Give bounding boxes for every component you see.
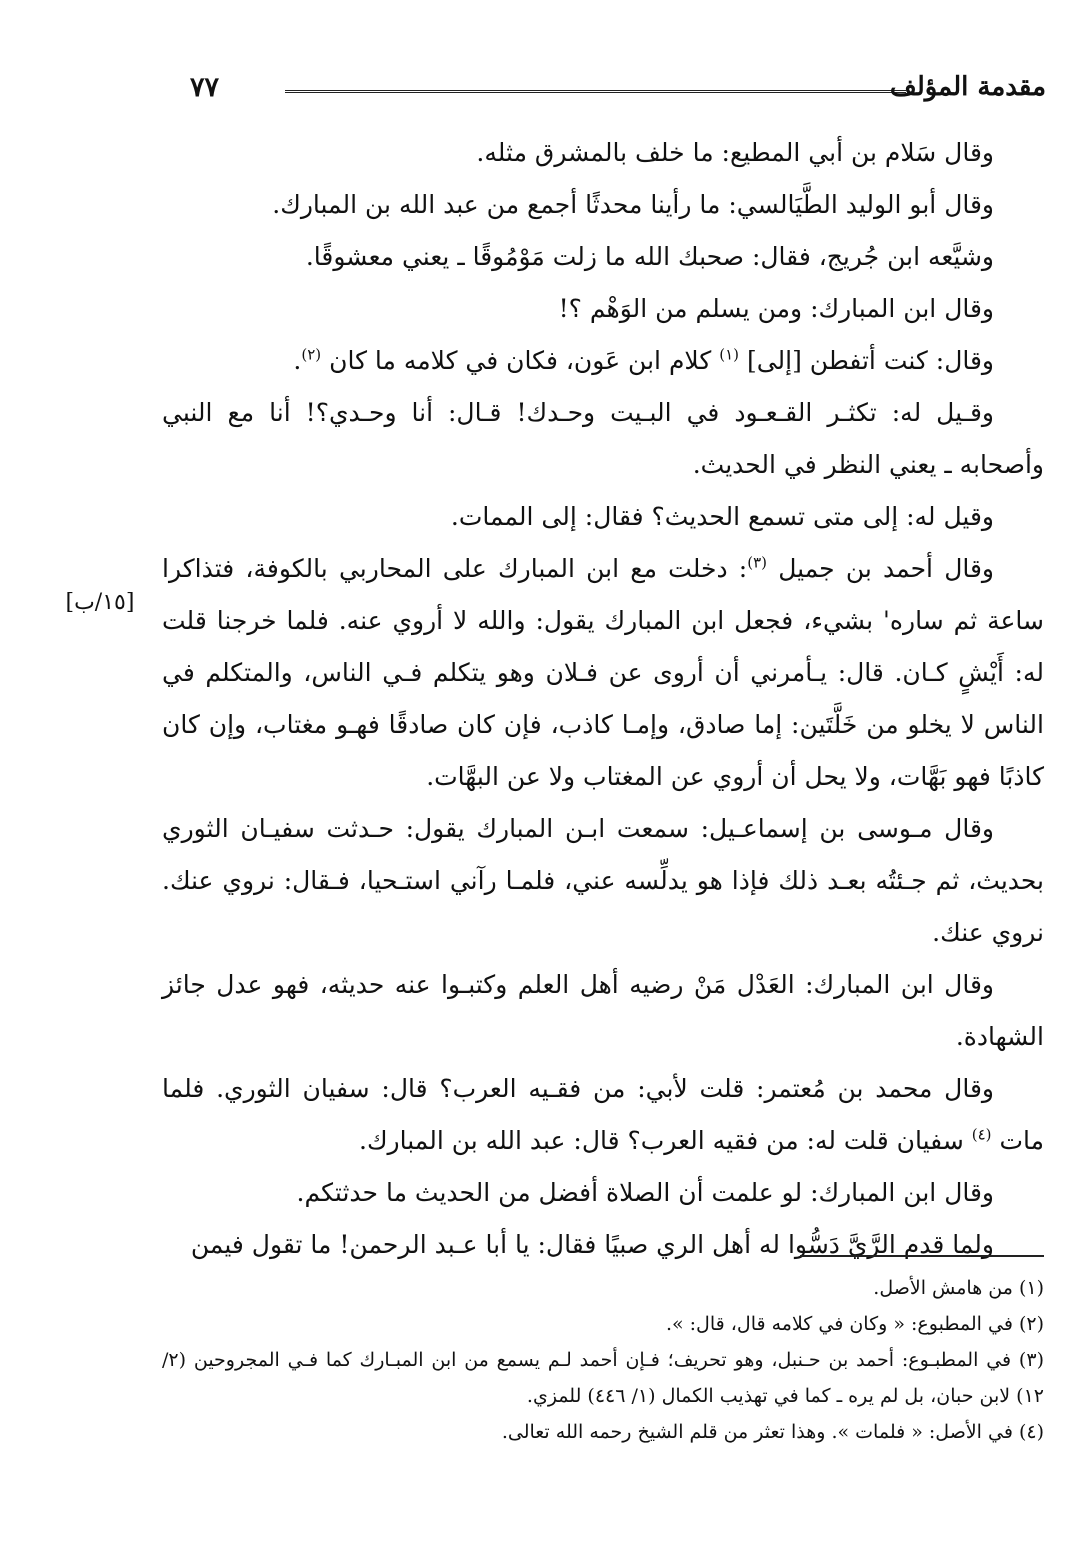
paragraph xyxy=(162,543,1044,803)
paragraph: وقال مـوسى بن إسماعـيل: سمعت ابـن المبارك يقول: حـدثت سفيـان الثوري بحديث، ثم جـئتُه بعـد ذلك فإذا هو يدلِّسه عني، فلمـا رآني استـحيا، فـقال: نروي عنك. نروي عنك. xyxy=(162,814,1044,947)
paragraph: ولما قدم الرَّيَّ دَسُّوا له أهل الري صبيًا فقال: يا أبا عـبد الرحمن! ما تقول فيمن xyxy=(190,1230,994,1259)
paragraph: وقـيل له: تكثـر القـعـود في البـيت وحـدك! قـال: أنا وحـدي؟! أنا مع النبي وأصحابه ـ يعني النظر في الحديث. xyxy=(162,398,1044,479)
page-header xyxy=(190,72,1046,112)
paragraph: وقال ابن المبارك: لو علمت أن الصلاة أفضل من الحديث ما حدثتكم. xyxy=(296,1178,994,1207)
paragraph: وقال أبو الوليد الطَّيَالسي: ما رأينا محدثًا أجمع من عبد الله بن المبارك. xyxy=(272,190,994,219)
paragraph: وقال ابن المبارك: العَدْل مَنْ رضيه أهل العلم وكتبـوا عنه حديثه، فهو عدل جائز الشهادة. xyxy=(162,970,1044,1051)
footnote-marker: (٤) xyxy=(971,1125,992,1144)
footnote: (١) من هامش الأصل. xyxy=(873,1277,1044,1299)
header-rule xyxy=(285,90,906,96)
paragraph xyxy=(162,1063,1044,1167)
paragraph: وشيَّعه ابن جُريج، فقال: صحبك الله ما زلت مَوْمُوقًا ـ يعني معشوقًا. xyxy=(305,242,994,271)
paragraph-text: وقال: كنت أتفطن [إلى] xyxy=(746,346,994,375)
paragraph xyxy=(162,335,1044,387)
paragraph-text: كلام ابن عَون، فكان في كلامه ما كان xyxy=(329,346,712,375)
paragraph: وقيل له: إلى متى تسمع الحديث؟ فقال: إلى الممات. xyxy=(450,502,994,531)
paragraph-text: : دخلت مع ابن المبارك على المحاربي بالكوفة، فتذاكرا ساعة ثم ساره' بشيء، فجعل ابن المبارك يقول: والله لا أروي عنه. فلما خرجنا قلت له: أَيْشٍ كـان. قال: يـأمرني أن أروى عن فـلان وهو يتكلم فـي الناس، والمتكلم في الناس لا يخلو من خَلَّتَين: إما صادق، وإمـا كاذب، فإن كان صادقًا فهـو مغتاب، وإن كان كاذبًا فهو بَهَّات، ولا يحل أن أروي عن المغتاب ولا عن البهَّات. xyxy=(162,554,1044,791)
footnote: (٢) في المطبوع: « وكان في كلامه قال، قال: ». xyxy=(665,1313,1044,1335)
footnote-marker: (٢) xyxy=(301,345,322,364)
manuscript-folio-marker: [١٥/ب] xyxy=(65,590,135,615)
footnote-marker: (١) xyxy=(719,345,739,364)
paragraph: وقال ابن المبارك: ومن يسلم من الوَهْم ؟! xyxy=(558,294,994,323)
running-title: مقدمة المؤلف xyxy=(889,72,1046,102)
paragraph-text: سفيان قلت له: من فقيه العرب؟ قال: عبد الله بن المبارك. xyxy=(359,1126,964,1155)
main-text xyxy=(162,127,1044,1271)
paragraph-text: وقال أحمد بن جميل xyxy=(778,554,995,583)
footnotes xyxy=(162,1270,1044,1450)
paragraph-text: . xyxy=(293,346,302,375)
footnote-marker: (٣) xyxy=(747,553,767,572)
footnote: (٣) في المطبـوع: أحمد بن حـنبل، وهو تحريف؛ فـإن أحمد لـم يسمع من ابن المبـارك كما فـي المجروحين (٢/ ١٢) لابن حبان، بل لم يره ـ كما في تهذيب الكمال (١/ ٤٤٦) للمزي. xyxy=(162,1349,1044,1407)
page-number: ٧٧ xyxy=(190,72,220,103)
footnote: (٤) في الأصل: « فلمات ». وهذا تعثر من قلم الشيخ رحمه الله تعالى. xyxy=(501,1421,1044,1443)
paragraph-text: وقال محمد بن مُعتمر: قلت لأبي: من فقـيه العرب؟ قال: سفيان الثوري. فلما مات xyxy=(162,1074,1044,1155)
footnote-separator xyxy=(800,1255,1044,1257)
paragraph: وقال سَلام بن أبي المطيع: ما خلف بالمشرق مثله. xyxy=(476,138,994,167)
